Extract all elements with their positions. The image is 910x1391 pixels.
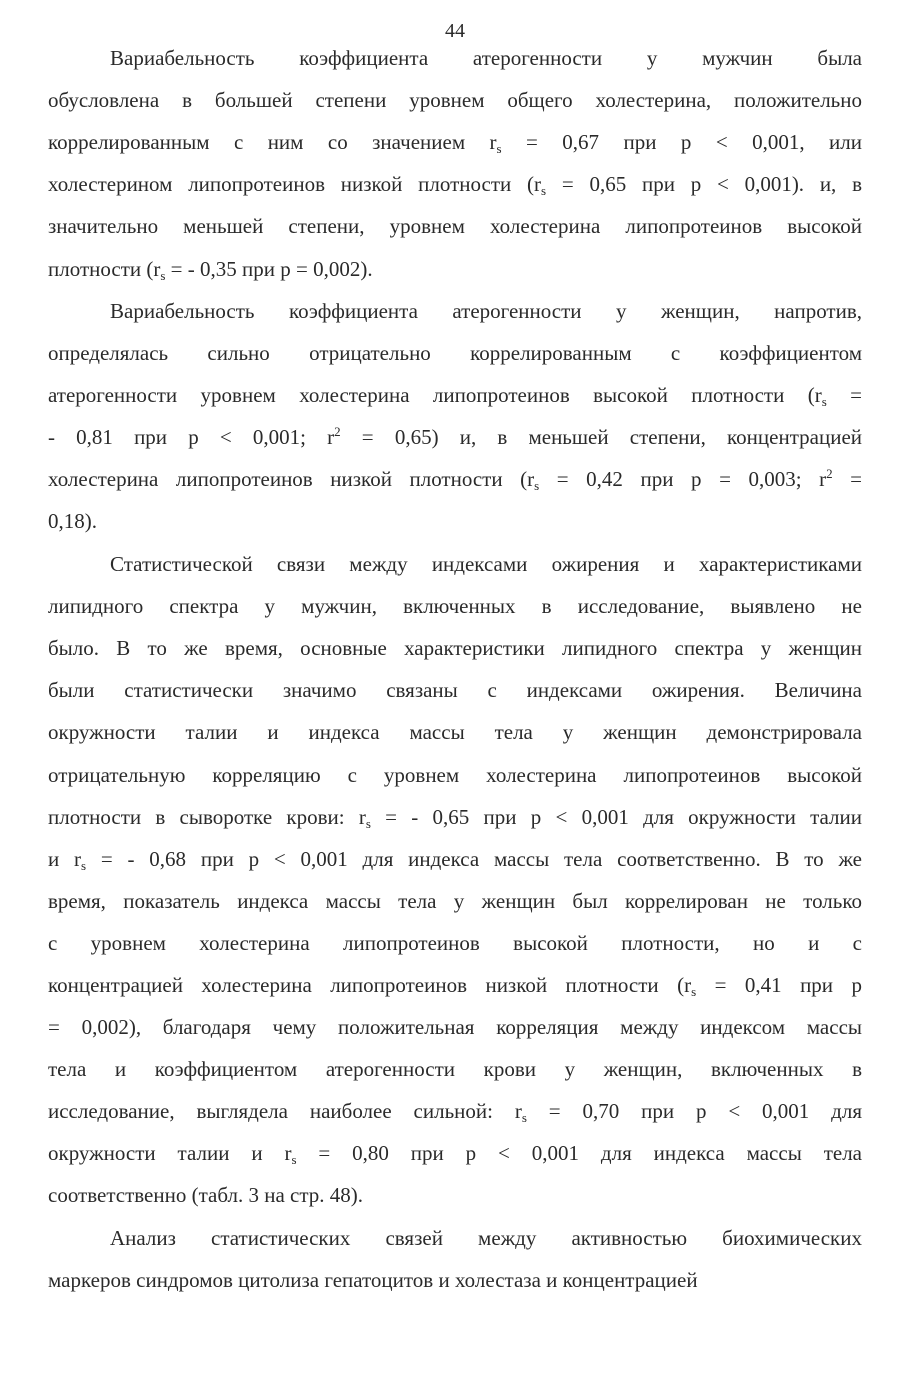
text-line: обусловлена в большей степени уровнем общего холестерина, положительно	[48, 88, 862, 112]
text-line: отрицательную корреляцию с уровнем холестерина липопротеинов высокой	[48, 763, 862, 787]
text-line: плотности ($r_s$ = - 0,35 при p = 0,002).	[48, 257, 373, 283]
text-line: Вариабельность коэффициента атерогенности у мужчин была	[110, 46, 862, 70]
text-line: Анализ статистических связей между активностью биохимических	[110, 1226, 862, 1250]
text-line: холестерином липопротеинов низкой плотности ($r_s = 0,65$ при p < 0,001). и, в	[48, 172, 862, 198]
text-line: Вариабельность коэффициента атерогенности у женщин, напротив,	[110, 299, 862, 323]
text-line: липидного спектра у мужчин, включенных в исследование, выявлено не	[48, 594, 862, 618]
text-line: плотности в сыворотке крови: $r_s$ = - 0,65 при p < 0,001 для окружности талии	[48, 805, 862, 831]
text-line: соответственно (табл. 3 на стр. 48).	[48, 1183, 364, 1207]
text-line: атерогенности уровнем холестерина липопротеинов высокой плотности ($r_s$ =	[48, 383, 862, 409]
text-line: маркеров синдромов цитолиза гепатоцитов и холестаза и концентрацией	[48, 1268, 698, 1292]
text-line: и $r_s$ = - 0,68 при p < 0,001 для индекса массы тела соответственно. В то же	[48, 847, 863, 873]
text-line: исследование, выглядела наиболее сильной: $r_s = 0,70$ при p < 0,001 для	[48, 1099, 862, 1125]
text-line: - 0,81 при p < 0,001; $r^2 = 0,65$) и, в меньшей степени, концентрацией	[48, 424, 863, 449]
text-line: коррелированным с ним со значением $r_s = 0,67$ при p < 0,001, или	[48, 130, 862, 156]
text-line: значительно меньшей степени, уровнем холестерина липопротеинов высокой	[48, 214, 862, 238]
text-line: тела и коэффициентом атерогенности крови у женщин, включенных в	[48, 1057, 862, 1081]
text-line: концентрацией холестерина липопротеинов низкой плотности ($r_s = 0,41$ при p	[48, 973, 862, 999]
text-line: было. В то же время, основные характеристики липидного спектра у женщин	[48, 636, 862, 660]
text-line: определялась сильно отрицательно коррелированным с коэффициентом	[48, 341, 862, 365]
text-line: = 0,002), благодаря чему положительная корреляция между индексом массы	[48, 1015, 862, 1039]
text-line: время, показатель индекса массы тела у женщин был коррелирован не только	[48, 889, 862, 913]
text-line: холестерина липопротеинов низкой плотности ($r_s = 0,42$ при p = 0,003; $r^2$ =	[48, 466, 863, 493]
text-line: окружности талии и индекса массы тела у женщин демонстрировала	[48, 720, 862, 744]
text-line: окружности талии и $r_s = 0,80$ при p < 0,001 для индекса массы тела	[48, 1141, 862, 1167]
text-line: с уровнем холестерина липопротеинов высокой плотности, но и с	[48, 931, 862, 955]
text-line: были статистически значимо связаны с индексами ожирения. Величина	[48, 678, 862, 702]
text-line: Статистической связи между индексами ожирения и характеристиками	[110, 552, 862, 576]
text-line: 0,18).	[48, 509, 97, 533]
page-number: 44	[445, 20, 465, 42]
